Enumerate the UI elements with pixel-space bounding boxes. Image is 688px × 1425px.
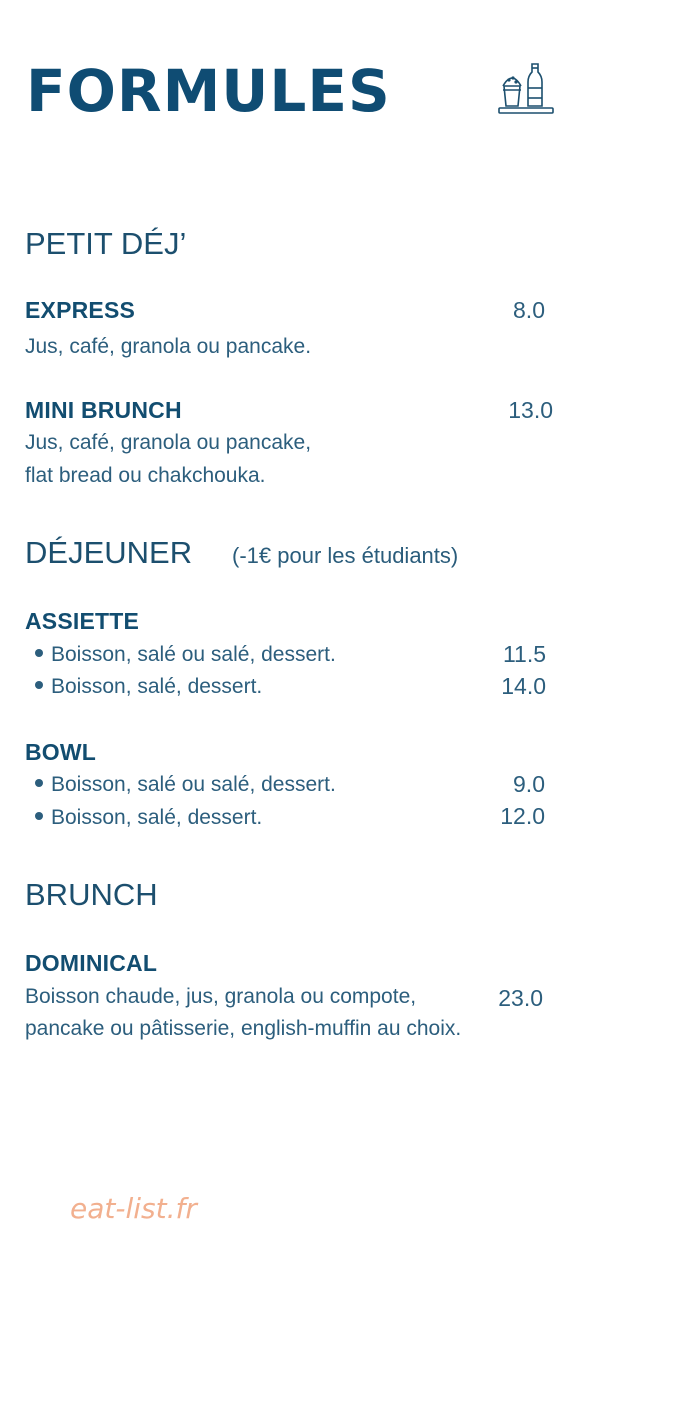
item-name-dominical: DOMINICAL [25,950,158,976]
item-name-bowl: BOWL [25,739,97,765]
list-item [35,676,262,697]
item-price-express: 8.0 [513,297,545,323]
option-text: Boisson, salé, dessert. [51,675,263,698]
option-text: Boisson, salé, dessert. [51,806,263,829]
list-item [35,644,336,665]
option-price: 12.0 [500,803,545,829]
coffee-and-bottle-icon [496,60,556,118]
item-price-dominical: 23.0 [498,985,543,1011]
item-desc-dominical-line-2: pancake ou pâtisserie, english-muffin au choix. [25,1017,462,1040]
watermark: eat-list.fr [70,1192,197,1225]
item-desc-dominical-line-1: Boisson chaude, jus, granola ou compote, [25,985,417,1008]
option-price: 11.5 [502,641,546,667]
option-price: 14.0 [501,673,546,699]
item-name-express: EXPRESS [25,297,136,323]
section-note-students: (-1€ pour les étudiants) [232,543,459,568]
item-desc-mini-brunch-line-2: flat bread ou chakchouka. [25,464,266,487]
bullet-icon [35,681,43,689]
item-price-mini-brunch: 13.0 [508,397,553,423]
item-name-assiette: ASSIETTE [25,608,140,634]
option-price: 9.0 [513,771,545,797]
section-title-dejeuner: DÉJEUNER [25,535,193,570]
option-text: Boisson, salé ou salé, dessert. [51,643,336,666]
section-title-petit-dej: PETIT DÉJ’ [25,226,187,261]
list-item [35,774,336,795]
bullet-icon [35,779,43,787]
item-name-mini-brunch: MINI BRUNCH [25,397,182,423]
option-text: Boisson, salé ou salé, dessert. [51,773,336,796]
bullet-icon [35,812,43,820]
item-desc-express: Jus, café, granola ou pancake. [25,335,312,358]
bullet-icon [35,649,43,657]
item-desc-mini-brunch-line-1: Jus, café, granola ou pancake, [25,431,312,454]
page-title: FORMULES [26,57,391,125]
section-title-brunch: BRUNCH [25,877,158,912]
list-item [35,807,262,828]
